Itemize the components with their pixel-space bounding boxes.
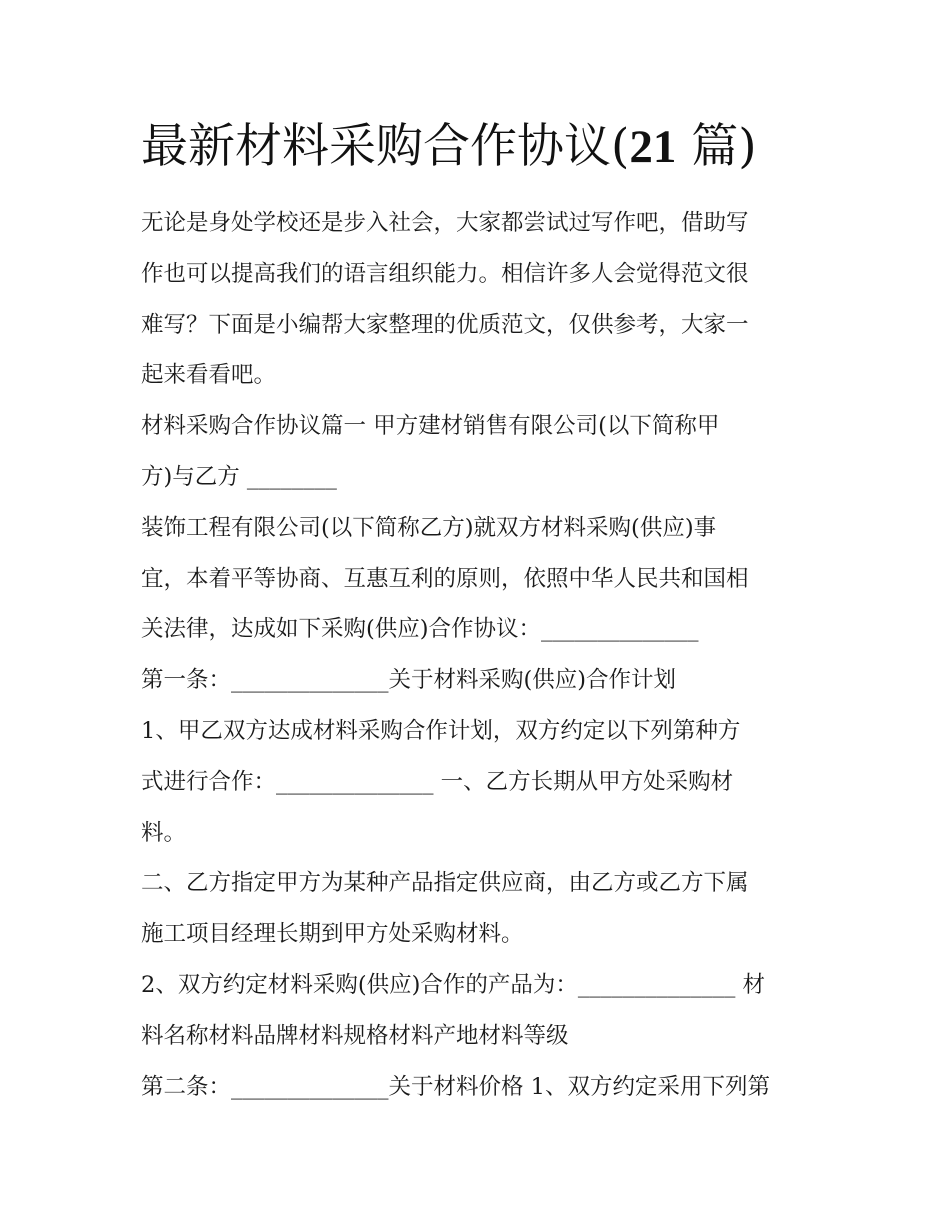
title-tail: 篇): [676, 119, 757, 174]
body-line: 2、双方约定材料采购(供应)合作的产品为：______________ 材: [141, 971, 766, 998]
body-line: 装饰工程有限公司(以下简称乙方)就双方材料采购(供应)事: [141, 514, 717, 541]
body-line: 式进行合作：______________ 一、乙方长期从甲方处采购材: [141, 768, 734, 795]
body-line: 第二条：______________关于材料价格 1、双方约定采用下列第: [141, 1073, 770, 1100]
body-line: 难写？下面是小编帮大家整理的优质范文，仅供参考，大家一: [141, 311, 749, 338]
body-line: 作也可以提高我们的语言组织能力。相信许多人会觉得范文很: [141, 260, 749, 287]
body-line: 宜，本着平等协商、互惠互利的原则，依照中华人民共和国相: [141, 565, 749, 592]
body-line: 第一条：______________关于材料采购(供应)合作计划: [141, 667, 677, 694]
body-line: 1、甲乙双方达成材料采购合作计划，双方约定以下列第种方: [141, 717, 741, 744]
body-line: 二、乙方指定甲方为某种产品指定供应商，由乙方或乙方下属: [141, 870, 749, 897]
body-line: 起来看看吧。: [141, 362, 277, 389]
body-line: 关法律，达成如下采购(供应)合作协议：______________: [141, 616, 699, 643]
document-body: [141, 198, 811, 1112]
body-line: 材料采购合作协议篇一 甲方建材销售有限公司(以下简称甲: [141, 413, 720, 440]
body-line: 无论是身处学校还是步入社会，大家都尝试过写作吧，借助写: [141, 210, 749, 236]
body-line: 方)与乙方 ________: [141, 463, 337, 490]
document-title: [141, 117, 841, 177]
body-line: 施工项目经理长期到甲方处采购材料。: [141, 921, 524, 948]
body-line: 料名称材料品牌材料规格材料产地材料等级: [141, 1022, 569, 1049]
title-count: 21: [629, 121, 677, 173]
body-line: 料。: [141, 819, 187, 846]
title-main: 最新材料采购合作协议(: [141, 119, 630, 174]
